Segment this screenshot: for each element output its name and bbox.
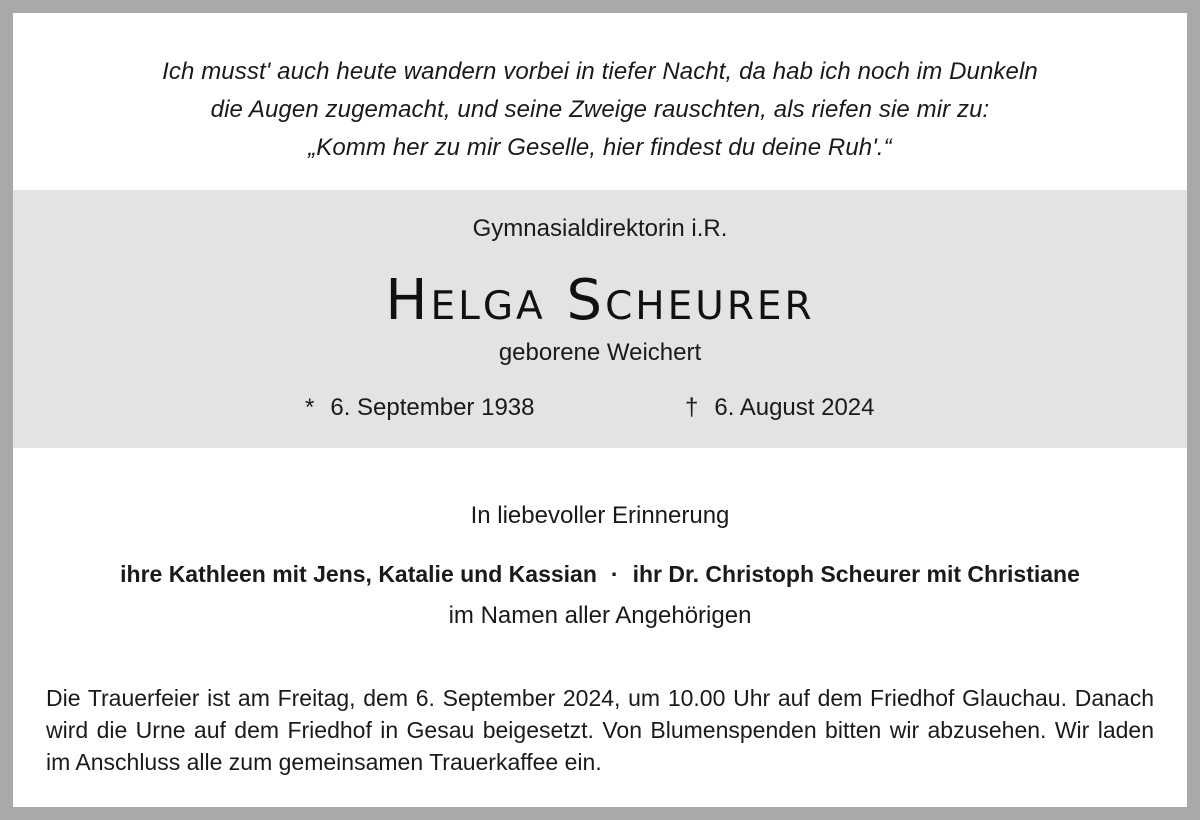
- maiden-name: geborene Weichert: [498, 339, 702, 366]
- death-date: 6. August 2024: [714, 394, 875, 421]
- memory-line: In liebevoller Erinnerung: [470, 502, 730, 529]
- service-announcement: Die Trauerfeier ist am Freitag, dem 6. September 2024, um 10.00 Uhr auf dem Friedhof Glauchau. Danach wird die Urne auf dem Friedhof in Gesau beigesetzt. Von Blumenspenden bitten wir abzusehen. Wir laden im Anschluss alle zum gemeinsamen Trauerkaffee ein.: [46, 685, 1154, 775]
- birth-date-block: [305, 393, 534, 423]
- deceased-title: Gymnasialdirektorin i.R.: [472, 215, 728, 242]
- death-date-block: [685, 393, 875, 423]
- poem-quote: [13, 53, 1187, 167]
- birth-date: 6. September 1938: [330, 394, 535, 421]
- name-band: [13, 190, 1187, 448]
- poem-line-1: Ich musst' auch heute wandern vorbei in tiefer Nacht, da hab ich noch im Dunkeln: [162, 58, 1038, 85]
- relatives-line: im Namen aller Angehörigen: [448, 602, 752, 629]
- family-left: ihre Kathleen mit Jens, Katalie und Kassian: [120, 561, 597, 587]
- death-cross-icon: †: [685, 394, 699, 421]
- family-line: [13, 559, 1187, 589]
- obituary-notice: [13, 13, 1187, 807]
- deceased-name: Helga Scheurer: [385, 268, 815, 333]
- birth-star-icon: *: [305, 394, 315, 421]
- poem-line-3: „Komm her zu mir Geselle, hier findest du deine Ruh'.“: [308, 134, 892, 161]
- separator-dot: ·: [610, 561, 619, 587]
- family-right: ihr Dr. Christoph Scheurer mit Christiane: [632, 561, 1080, 587]
- poem-line-2: die Augen zugemacht, und seine Zweige rauschten, als riefen sie mir zu:: [210, 96, 990, 123]
